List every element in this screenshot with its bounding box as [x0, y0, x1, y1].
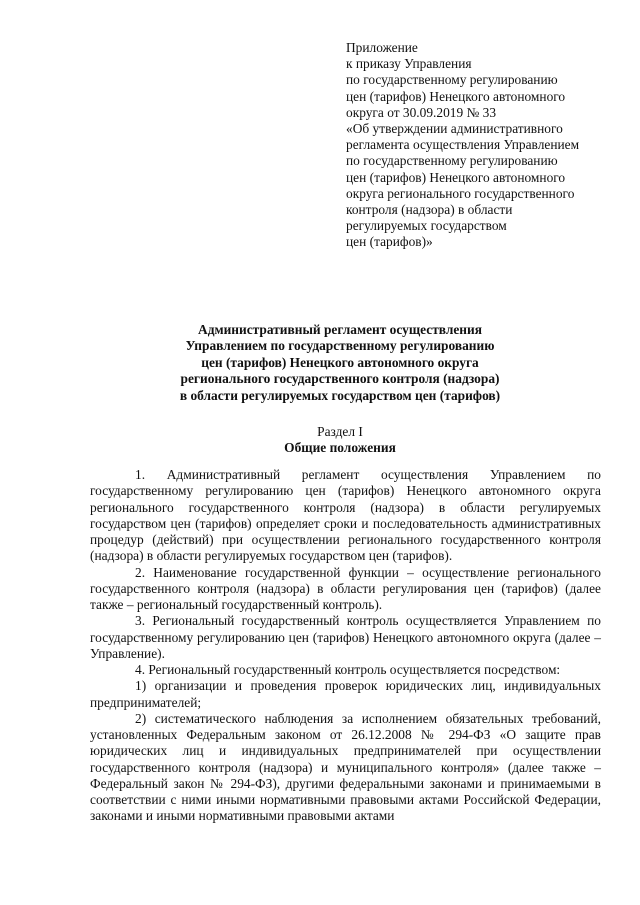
title-line: Административный регламент осуществления	[198, 322, 482, 337]
paragraph: 1) организации и проведения проверок юридических лиц, индивидуальных предпринимателей;	[90, 678, 601, 710]
appendix-line: к приказу Управления	[346, 56, 472, 72]
paragraph: 3. Региональный государственный контроль осуществляется Управлением по государственному регулированию цен (тарифов) Ненецкого автономного округа (далее – Управление).	[90, 613, 601, 661]
appendix-line: регламента осуществления Управлением	[346, 137, 580, 153]
paragraph: 2) систематического наблюдения за исполнением обязательных требований, установленных Федеральным законом от 26.12.2008 № 294-ФЗ «О защите прав юридических лиц и индивидуальных предпринимателей при осуществлении государственного контроля (надзора) и муниципального контроля» (далее также – Федеральный закон № 294-ФЗ), другими федеральными законами и принимаемыми в соответствии с ними иными нормативными правовыми актами Российской Федерации, законами и иными нормативными правовыми актами	[90, 710, 601, 824]
section-heading: Общие положения	[284, 440, 396, 456]
section-label: Раздел I	[317, 424, 363, 439]
appendix-line: цен (тарифов) Ненецкого автономного	[346, 88, 566, 104]
section-header	[90, 424, 590, 457]
appendix-line: по государственному регулированию	[346, 72, 558, 88]
title-line: регионального государственного контроля (надзора)	[180, 371, 500, 387]
appendix-line: округа от 30.09.2019 № 33	[346, 104, 497, 120]
document-title	[110, 322, 570, 404]
title-line: в области регулируемых государством цен (тарифов)	[179, 387, 501, 403]
appendix-line: регулируемых государством	[346, 218, 507, 234]
title-line: Управлением по государственному регулированию	[185, 338, 495, 354]
appendix-line: цен (тарифов)»	[346, 234, 433, 250]
paragraph: 2. Наименование государственной функции – осуществление регионального государственного контроля (надзора) в области регулирования цен (тарифов) (далее также – региональный государственный контроль).	[90, 564, 601, 612]
paragraph: 1. Административный регламент осуществления Управлением по государственному регулированию цен (тарифов) Ненецкого автономного округа регионального государственного контроля (надзора) в области регулируемых государством цен (тарифов) определяет сроки и последовательность административных процедур (действий) при осуществлении регионального государственного контроля (надзора) в области регулируемых государством цен (тарифов).	[90, 467, 601, 564]
title-line: цен (тарифов) Ненецкого автономного округа	[201, 354, 479, 370]
paragraph: 4. Региональный государственный контроль осуществляется посредством:	[135, 662, 561, 677]
appendix-line: цен (тарифов) Ненецкого автономного	[346, 169, 566, 185]
appendix-line: Приложение	[346, 40, 418, 55]
appendix-line: по государственному регулированию	[346, 153, 558, 169]
appendix-block	[346, 40, 626, 251]
appendix-line: контроля (надзора) в области	[346, 202, 513, 218]
document-body	[90, 467, 601, 825]
appendix-line: округа регионального государственного	[346, 185, 575, 201]
appendix-line: «Об утверждении административного	[346, 121, 563, 137]
